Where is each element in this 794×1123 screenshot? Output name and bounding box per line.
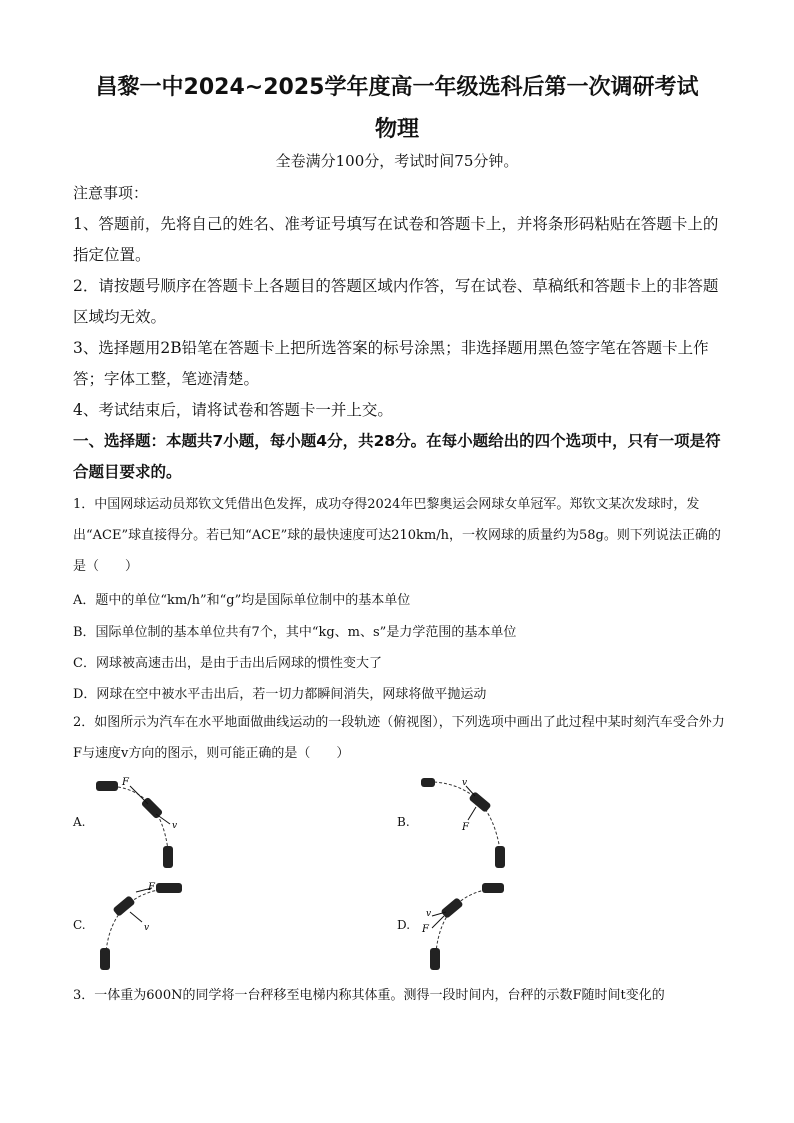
note-item-1: 1、答题前，先将自己的姓名、准考证号填写在试卷和答题卡上，并将条形码粘贴在答题卡上的指定位置。 <box>73 215 719 264</box>
note-item-2: 2．请按题号顺序在答题卡上各题目的答题区域内作答，写在试卷、草稿纸和答题卡上的非答题区域均无效。 <box>73 277 719 326</box>
figure-a-label: A. <box>73 815 86 829</box>
figure-d-velocity-symbol: v <box>426 909 432 919</box>
question-1-option-b: B．国际单位制的基本单位共有7个，其中“kg、m、s”是力学范围的基本单位 <box>73 625 517 640</box>
figure-a-force-symbol: F <box>122 777 129 788</box>
question-3-stem: 3．一体重为600N的同学将一台秤移至电梯内称其体重。测得一段时间内，台秤的示数F随时间t变化的 <box>73 988 665 1003</box>
figure-c-velocity-symbol: v <box>144 923 150 933</box>
figure-d-diagram <box>418 872 528 972</box>
question-1-option-c: C．网球被高速击出，是由于击出后网球的惯性变大了 <box>73 656 382 671</box>
figure-a-velocity-symbol: v <box>172 821 178 831</box>
exam-subject: 物理 <box>374 117 419 142</box>
figure-b-velocity-symbol: v <box>462 778 468 788</box>
note-item-4: 4、考试结束后，请将试卷和答题卡一并上交。 <box>73 401 393 419</box>
figure-d-label: D. <box>397 918 411 932</box>
question-1-option-a: A．题中的单位“km/h”和“g”均是国际单位制中的基本单位 <box>73 593 411 608</box>
question-2-stem: 2．如图所示为汽车在水平地面做曲线运动的一段轨迹（俯视图），下列选项中画出了此过程中某时刻汽车受合外力F与速度v方向的图示，则可能正确的是（ ） <box>73 715 725 761</box>
notes-heading: 注意事项： <box>73 184 149 202</box>
question-1-option-d: D．网球在空中被水平击出后，若一切力都瞬间消失，网球将做平抛运动 <box>73 687 487 702</box>
figure-b-label: B. <box>397 815 410 829</box>
figure-d-force-symbol: F <box>422 924 429 935</box>
exam-title: 昌黎一中2024~2025学年度高一年级选科后第一次调研考试 <box>95 75 699 100</box>
figure-b-diagram <box>418 770 528 870</box>
score-time-line: 全卷满分100分，考试时间75分钟。 <box>275 152 519 170</box>
note-item-3: 3、选择题用2B铅笔在答题卡上把所选答案的标号涂黑；非选择题用黑色签字笔在答题卡上作答；字体工整，笔迹清楚。 <box>73 339 709 388</box>
figure-b-force-symbol: F <box>462 822 469 833</box>
section-1-heading: 一、选择题：本题共7小题，每小题4分，共28分。在每小题给出的四个选项中，只有一项是符合题目要求的。 <box>73 432 721 481</box>
figure-c-force-symbol: F <box>148 882 155 893</box>
figure-c-diagram <box>90 872 200 972</box>
figure-a-diagram <box>90 770 200 870</box>
question-1-stem: 1．中国网球运动员郑钦文凭借出色发挥，成功夺得2024年巴黎奥运会网球女单冠军。郑钦文某次发球时，发出“ACE”球直接得分。若已知“ACE”球的最快速度可达210km/h，一枚网球的质量约为58g。则下列说法正确的是（ ） <box>73 497 721 574</box>
figure-c-label: C. <box>73 918 86 932</box>
